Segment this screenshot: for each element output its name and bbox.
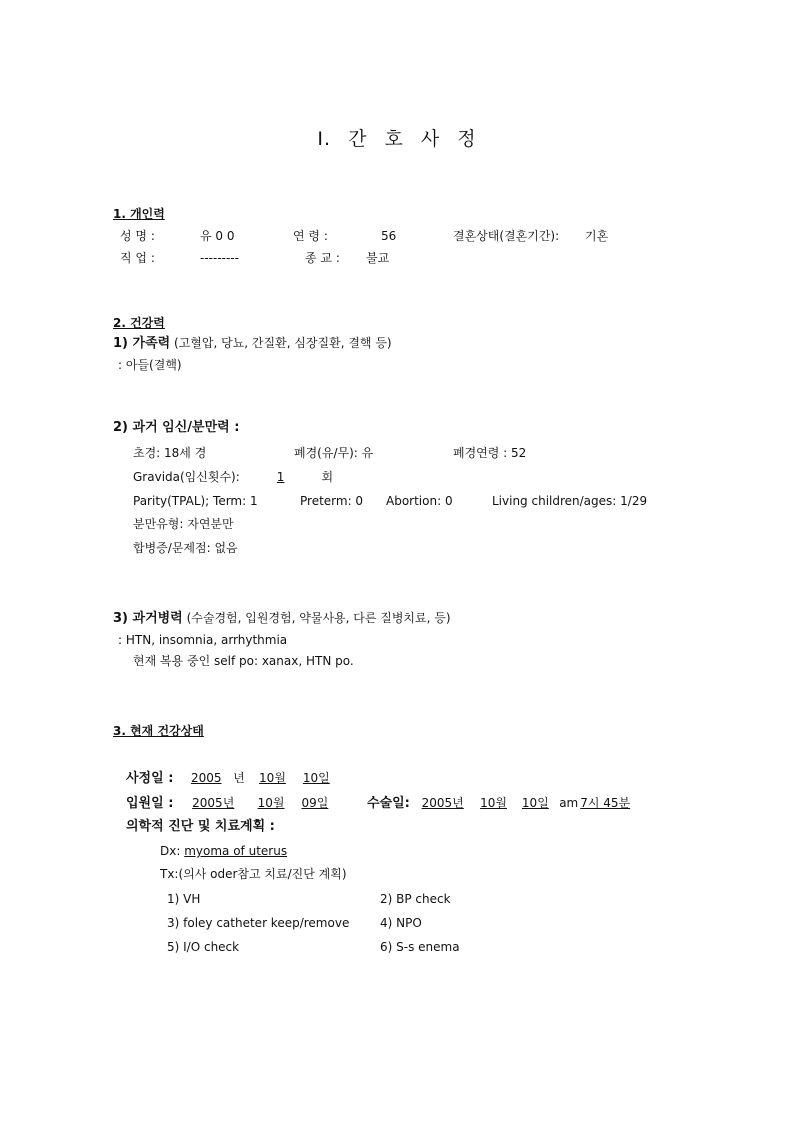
admission-month: 10월 (257, 796, 285, 810)
admission-date-row (126, 795, 331, 812)
assessment-date-label: 사정일 : (126, 771, 174, 786)
tx-item: 6) S-s enema (380, 940, 460, 954)
diagnosis-label: Dx: (160, 844, 181, 858)
diagnosis-row (160, 843, 304, 859)
parity-living: Living children/ages: 1/29 (492, 494, 648, 508)
treatment-label: Tx:(의사 oder참고 치료/진단 계획) (160, 867, 347, 881)
past-history-hint: (수술경험, 입원경험, 약물사용, 다른 질병치료, 등) (186, 611, 451, 625)
surgery-date-row (367, 795, 630, 812)
family-history-label: 1) 가족력 (113, 336, 171, 351)
surgery-ampm: am (559, 796, 579, 810)
section-personal-heading: 1. 개인력 (113, 207, 165, 221)
plan-label: 의학적 진단 및 치료계획 : (126, 819, 275, 834)
parity-preterm: Preterm: 0 (300, 494, 364, 508)
assessment-date-row (126, 770, 332, 787)
family-history-hint: (고혈압, 당뇨, 간질환, 심장질환, 결핵 등) (174, 336, 392, 350)
section-current-heading: 3. 현재 건강상태 (113, 724, 204, 738)
admission-day: 09일 (301, 796, 329, 810)
complications: 합병증/문제점: 없음 (133, 541, 238, 555)
menopause-age: 폐경연령 : 52 (453, 446, 527, 460)
tx-item: 4) NPO (380, 916, 422, 930)
religion-label: 종 교 : (305, 251, 340, 265)
assessment-day: 10일 (302, 771, 330, 785)
name-value: 유 0 0 (200, 229, 235, 243)
past-history-value: : HTN, insomnia, arrhythmia (118, 633, 288, 647)
gravida-value: 1 (276, 470, 285, 484)
job-value: --------- (200, 251, 239, 265)
name-label: 성 명 : (120, 229, 155, 243)
surgery-month: 10월 (480, 796, 507, 810)
family-history (113, 335, 392, 352)
tx-item: 3) foley catheter keep/remove (167, 916, 350, 930)
tx-item: 1) VH (167, 892, 201, 906)
parity-term: Parity(TPAL); Term: 1 (133, 494, 258, 508)
current-medications: 현재 복용 중인 self po: xanax, HTN po. (133, 654, 354, 668)
diagnosis-value: myoma of uterus (184, 844, 288, 858)
past-history-label: 3) 과거병력 (113, 611, 183, 626)
menopause: 폐경(유/무): 유 (294, 446, 374, 460)
admission-date-label: 입원일 : (126, 796, 174, 811)
ob-history-label: 2) 과거 임신/분만력 : (113, 420, 240, 435)
menarche: 초경: 18세 경 (133, 446, 207, 460)
marital-value: 기혼 (585, 229, 609, 243)
section-health-heading: 2. 건강력 (113, 316, 165, 330)
family-history-value: : 아들(결핵) (118, 358, 182, 372)
age-label: 연 령 : (293, 229, 328, 243)
religion-value: 불교 (366, 251, 390, 265)
job-label: 직 업 : (120, 251, 155, 265)
gravida-label: Gravida(임신횟수): (133, 470, 240, 484)
assessment-year: 2005 (190, 771, 222, 785)
delivery-type: 분만유형: 자연분만 (133, 517, 234, 531)
tx-item: 5) I/O check (167, 940, 240, 954)
surgery-day: 10일 (521, 796, 549, 810)
surgery-time: 7시 45분 (580, 796, 631, 810)
surgery-date-label: 수술일: (367, 796, 410, 811)
tx-item: 2) BP check (380, 892, 451, 906)
assessment-month: 10월 (259, 771, 286, 785)
assessment-year-unit: 년 (233, 771, 245, 785)
marital-label: 결혼상태(결혼기간): (453, 229, 560, 243)
gravida-row (133, 469, 333, 485)
age-value: 56 (381, 229, 397, 243)
parity-abortion: Abortion: 0 (386, 494, 453, 508)
surgery-year: 2005년 (421, 796, 464, 810)
past-history (113, 610, 451, 627)
page-title: Ⅰ. 간 호 사 정 (317, 128, 477, 150)
admission-year: 2005년 (192, 796, 235, 810)
gravida-unit: 회 (321, 470, 334, 484)
